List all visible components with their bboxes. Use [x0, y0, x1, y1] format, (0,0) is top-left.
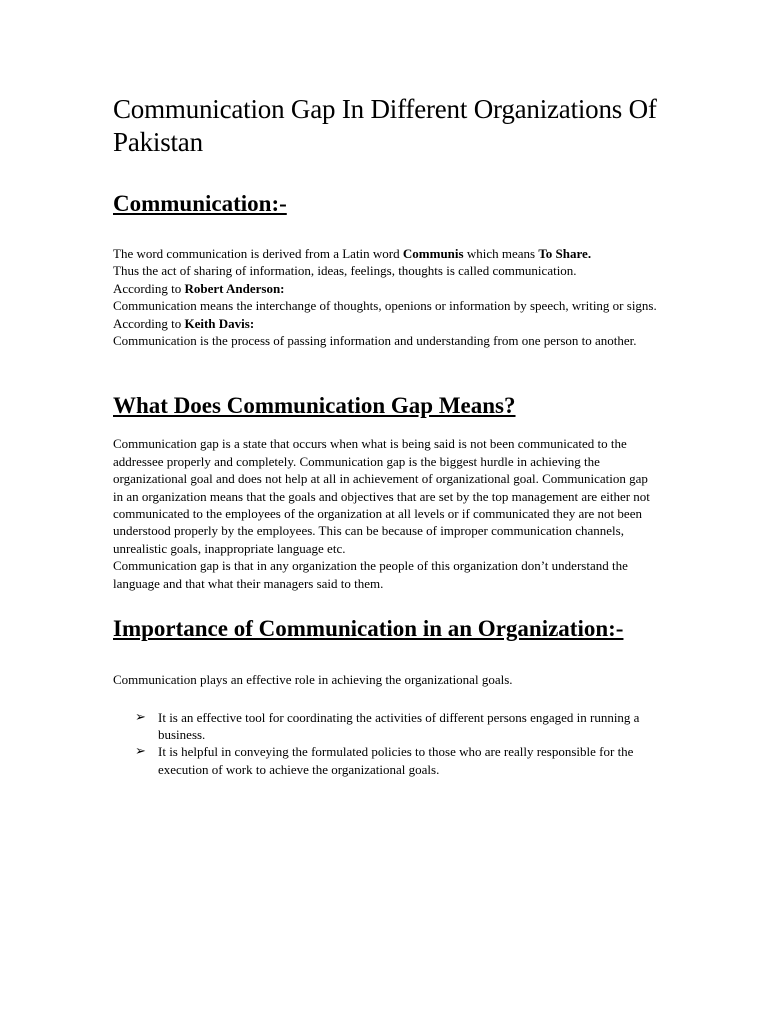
- list-item-text: It is an effective tool for coordinating the activities of different persons engaged in running a business.: [158, 709, 640, 742]
- section-heading-communication-gap: What Does Communication Gap Means?: [113, 393, 516, 419]
- text-run: which means: [463, 246, 539, 261]
- list-item-text: It is helpful in conveying the formulated policies to those who are really responsible for the execution of work to achieve the organizational goals.: [158, 744, 634, 777]
- arrow-bullet-icon: ➢: [135, 709, 146, 725]
- paragraph: [113, 315, 658, 332]
- text-run: The word communication is derived from a Latin word: [113, 246, 403, 261]
- section-heading-communication: Communication:-: [113, 191, 287, 216]
- bold-term: To Share.: [538, 246, 592, 261]
- list-item: [113, 709, 658, 744]
- section-heading-importance: Importance of Communication in an Organization:-: [113, 616, 624, 642]
- paragraph: [113, 280, 658, 297]
- text-run: According to: [113, 280, 185, 296]
- section-communication-body: [113, 245, 658, 349]
- arrow-bullet-icon: ➢: [135, 744, 146, 760]
- page-title: Communication Gap In Different Organizations Of Pakistan: [113, 94, 657, 157]
- paragraph: [113, 245, 658, 262]
- bold-term: Robert Anderson:: [184, 280, 285, 296]
- section-communication-gap-body: [113, 435, 658, 592]
- paragraph: Communication means the interchange of thoughts, openions or information by speech, writing or signs.: [113, 298, 657, 314]
- paragraph: Thus the act of sharing of information, ideas, feelings, thoughts is called communication.: [113, 263, 577, 279]
- list-item: [113, 743, 658, 778]
- paragraph: Communication gap is that in any organization the people of this organization don’t understand the language and that what their managers said to them.: [113, 558, 628, 591]
- document-body: [113, 93, 658, 778]
- paragraph: Communication gap is a state that occurs when what is being said is not been communicated to the addressee properly and completely. Communication gap is the biggest hurdle in achieving the organizational goal and does not help at all in achievement of organizational goal. Communication gap in an organization means that the goals and objectives that are set by the top management are either not communicated to the employees of the organization at all levels or if communicated they are not been understood properly by the employees. This can be because of improper communication channels, unrealistic goals, inappropriate language etc.: [113, 436, 650, 556]
- paragraph: Communication is the process of passing information and understanding from one person to another.: [113, 333, 637, 349]
- bold-term: Keith Davis:: [184, 315, 255, 331]
- text-run: According to: [113, 315, 185, 331]
- paragraph: Communication plays an effective role in achieving the organizational goals.: [113, 672, 513, 688]
- bold-term: Communis: [402, 246, 464, 261]
- bullet-list: [113, 709, 658, 779]
